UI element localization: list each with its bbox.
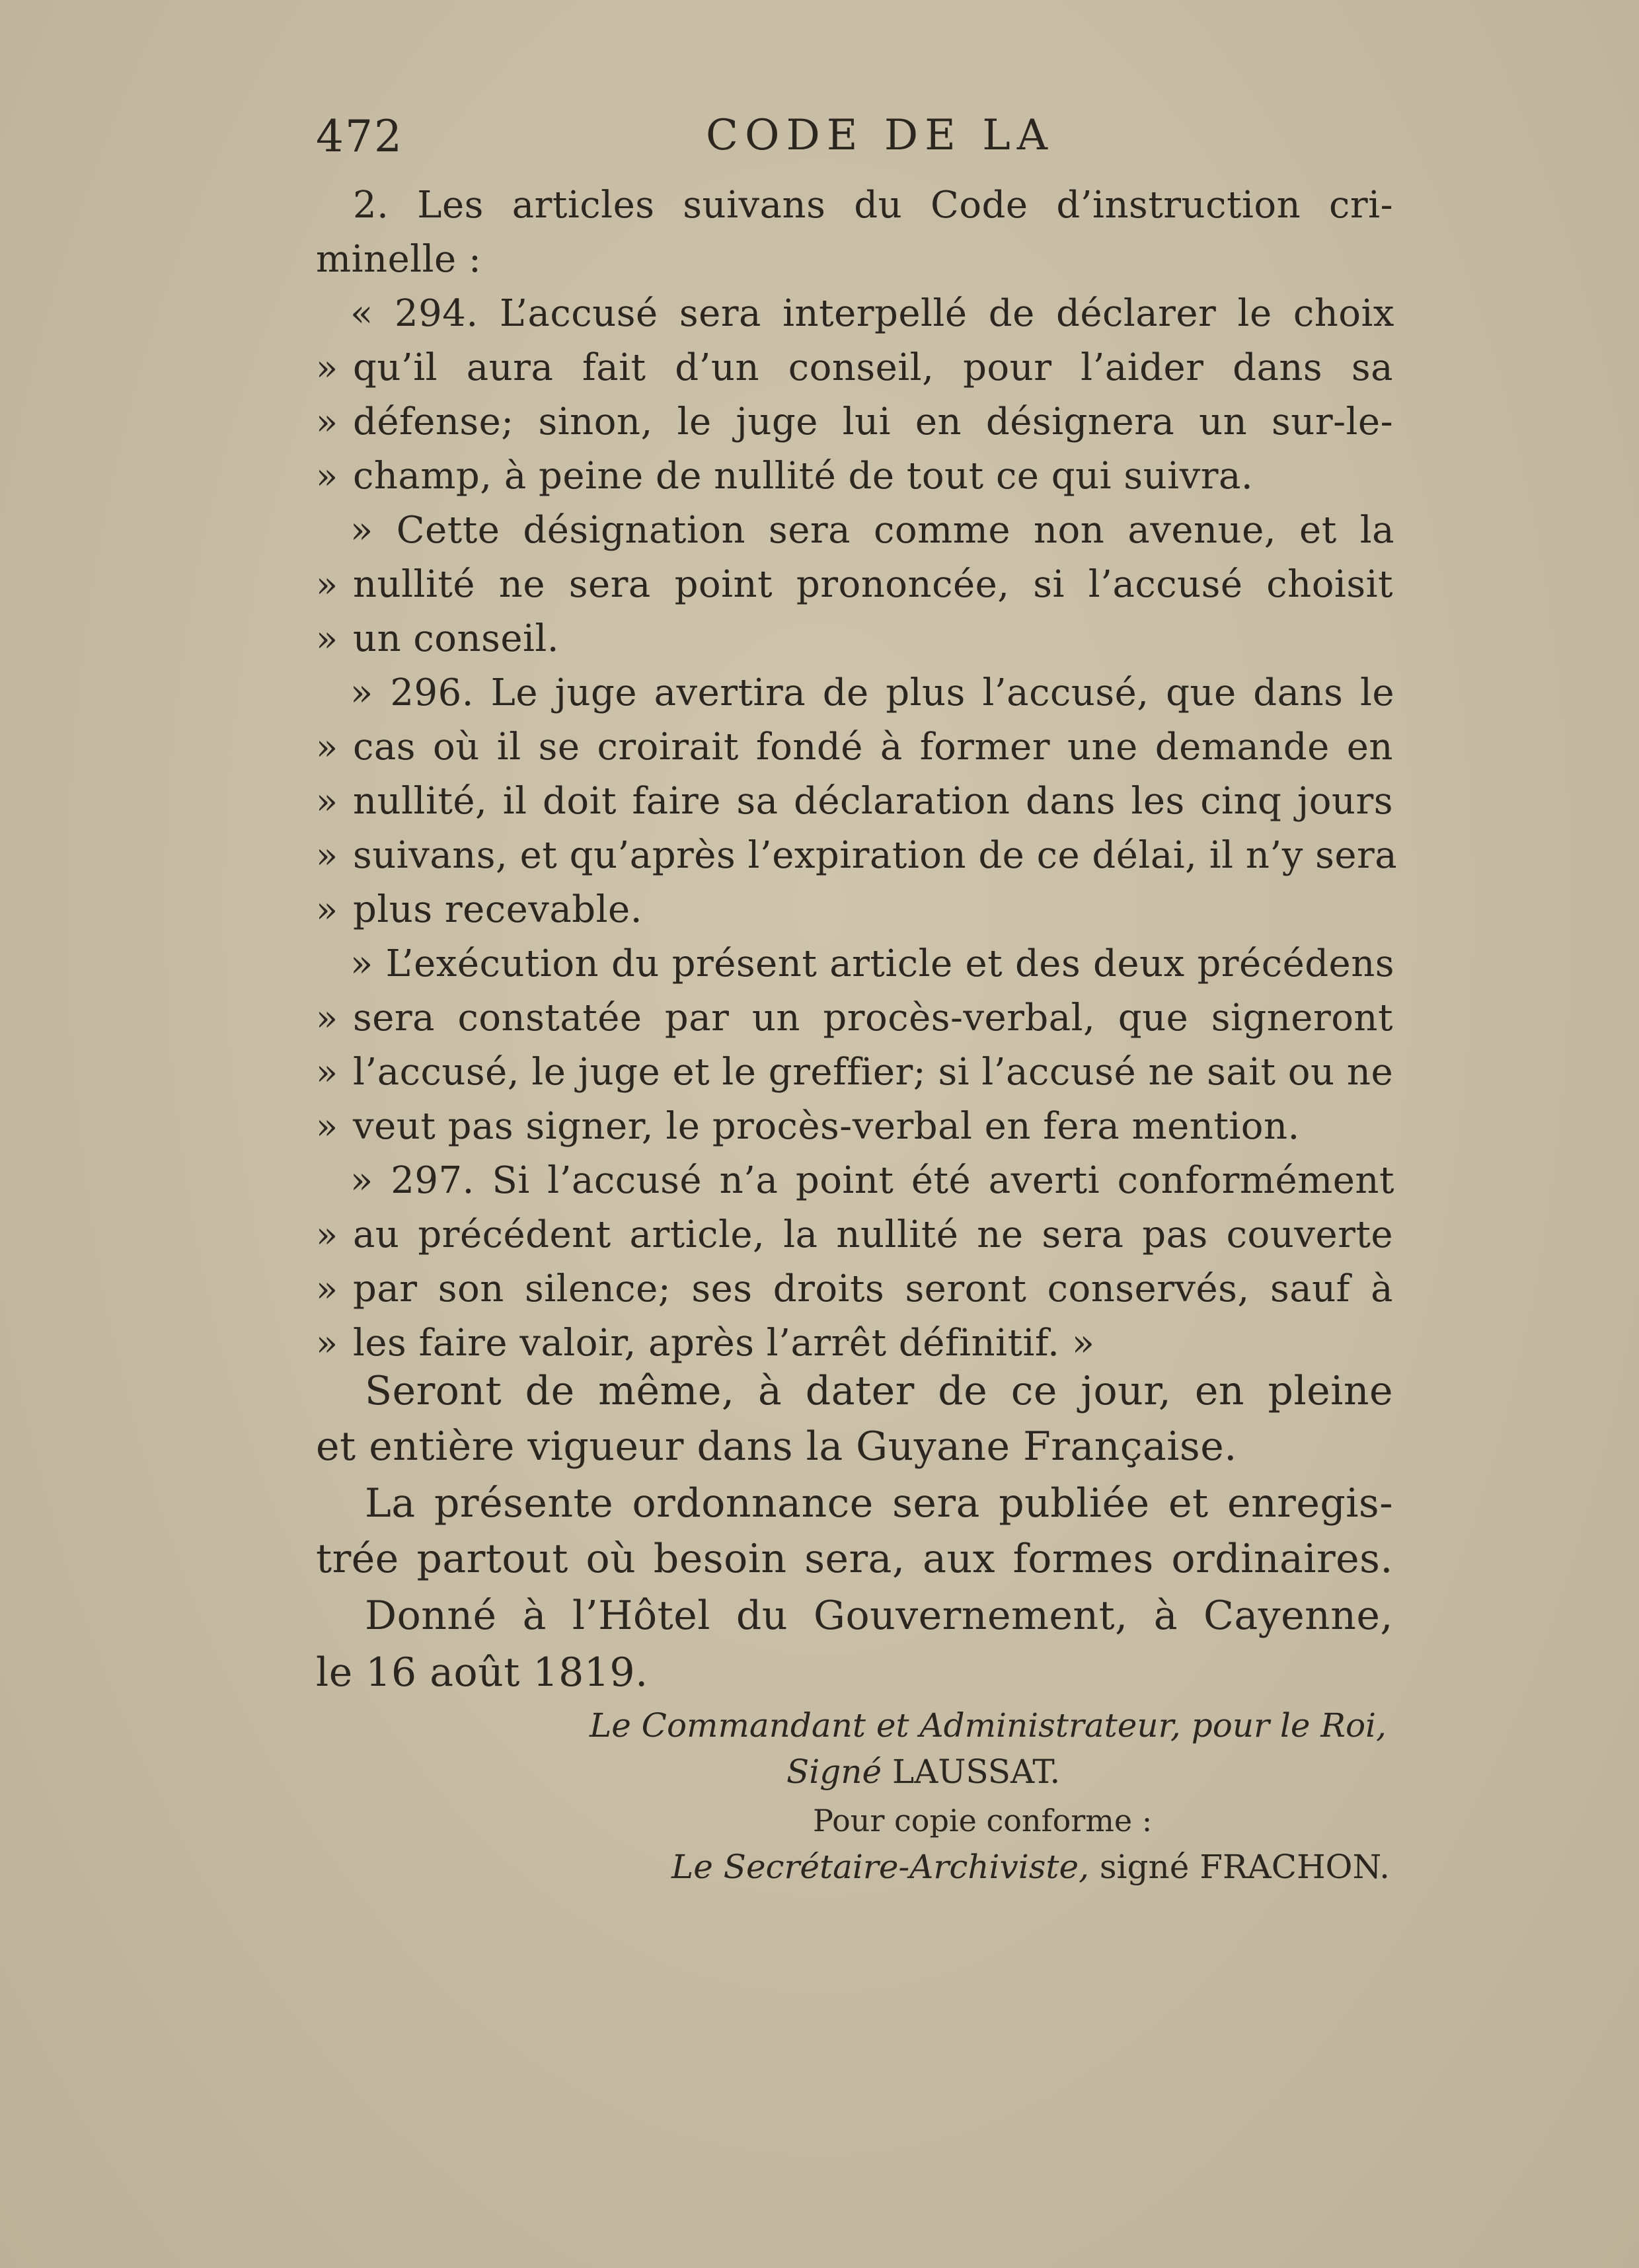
copy-conforme: Pour copie conforme : [813, 1803, 1153, 1838]
text-line: La présente ordonnance sera publiée et enregis- [365, 1480, 1393, 1527]
text-line: le 16 août 1819. [316, 1649, 648, 1696]
text-line: l’accusé, le juge et le greffier; si l’accusé ne sait ou ne [353, 1051, 1394, 1094]
text-line: Seront de même, à dater de ce jour, en pleine [365, 1368, 1393, 1414]
quote-mark: » [316, 835, 338, 876]
text-line: 2. Les articles suivans du Code d’instruction cri- [353, 184, 1393, 227]
text-line: Donné à l’Hôtel du Gouvernement, à Cayenne, [365, 1593, 1393, 1639]
text-line: « 294. L’accusé sera interpellé de déclarer le choix [350, 292, 1394, 335]
text-line: au précédent article, la nullité ne sera pas couverte [353, 1213, 1393, 1256]
running-title: CODE DE LA [706, 111, 1054, 160]
signe-label: Signé [786, 1753, 882, 1791]
secretary-title: Le Secrétaire-Archiviste, [671, 1848, 1089, 1886]
signature-name-line [786, 1749, 1060, 1795]
quote-mark: » [316, 1106, 338, 1147]
text-line: champ, à peine de nullité de tout ce qui suivra. [353, 455, 1254, 498]
quote-mark: » [316, 1214, 338, 1256]
text-line: défense; sinon, le juge lui en désignera un sur-le- [353, 400, 1393, 443]
page-number: 472 [316, 111, 403, 162]
secretary-name: FRACHON. [1200, 1848, 1390, 1886]
text-line: un conseil. [353, 617, 560, 660]
text-line: » L’exécution du présent article et des deux précédens [350, 942, 1394, 985]
text-line: nullité, il doit faire sa déclaration dans les cinq jours [353, 780, 1393, 823]
text-line: » 297. Si l’accusé n’a point été averti conformément [350, 1159, 1394, 1202]
quote-mark: » [316, 889, 338, 930]
text-line: sera constatée par un procès-verbal, que signeront [353, 997, 1393, 1040]
quote-mark: » [316, 1322, 338, 1364]
text-line: » Cette désignation sera comme non avenue, et la [350, 509, 1394, 552]
secretary-line [671, 1844, 1390, 1890]
quote-mark: » [316, 1268, 338, 1310]
signe-label-2: signé [1099, 1848, 1190, 1886]
quote-mark: » [316, 997, 338, 1039]
text-line: nullité ne sera point prononcée, si l’accusé choisit [353, 563, 1393, 606]
text-line: par son silence; ses droits seront conservés, sauf à [353, 1267, 1393, 1310]
quote-mark: » [316, 780, 338, 822]
text-line: trée partout où besoin sera, aux formes ordinaires. [316, 1536, 1393, 1582]
page-header [316, 111, 1387, 170]
quote-mark: » [316, 455, 338, 497]
text-line: qu’il aura fait d’un conseil, pour l’aider dans sa [353, 346, 1393, 389]
signature-title: Le Commandant et Administrateur, pour le Roi, [590, 1706, 1387, 1745]
text-line: veut pas signer, le procès-verbal en fera mention. [353, 1105, 1300, 1148]
signature-line [590, 1702, 1387, 1749]
text-line: » 296. Le juge avertira de plus l’accusé, que dans le [350, 671, 1394, 714]
text-line: plus recevable. [353, 888, 642, 931]
quote-mark: » [316, 401, 338, 443]
quote-mark: » [316, 618, 338, 660]
signatory-name: LAUSSAT. [892, 1753, 1061, 1791]
text-line: minelle : [316, 238, 482, 281]
quote-mark: » [316, 1051, 338, 1093]
quote-mark: » [316, 564, 338, 605]
text-line: et entière vigueur dans la Guyane Française. [316, 1423, 1237, 1470]
text-line: suivans, et qu’après l’expiration de ce délai, il n’y sera [353, 834, 1398, 877]
quote-mark: » [316, 347, 338, 389]
quote-mark: » [316, 726, 338, 768]
text-line: les faire valoir, après l’arrêt définitif. » [353, 1322, 1095, 1365]
text-line: cas où il se croirait fondé à former une demande en [353, 726, 1393, 769]
